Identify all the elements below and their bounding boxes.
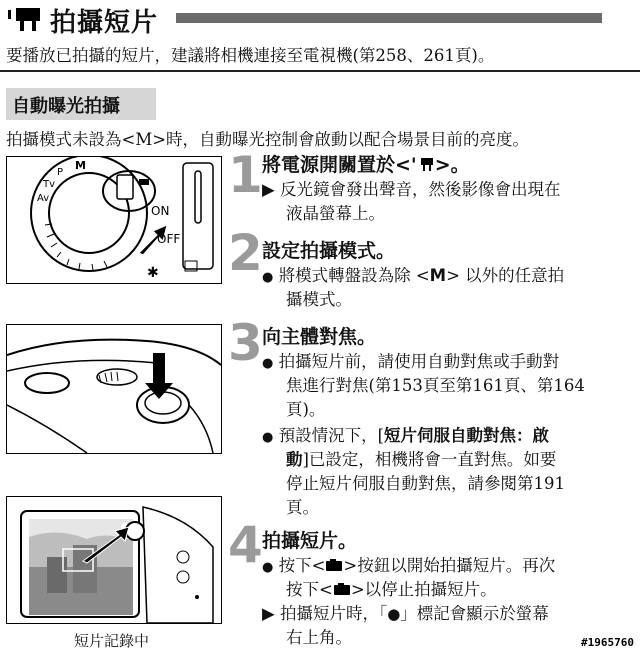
intro-text: 要播放已拍攝的短片，建議將相機連接至電視機(第258、261頁)。 (6, 46, 495, 65)
step-2-line-1b: > 以外的任意拍 (446, 266, 565, 285)
step-4-note (262, 602, 549, 626)
svg-text:✱: ✱ (147, 265, 159, 281)
svg-text:P: P (57, 167, 64, 178)
dial-m-label: M (75, 159, 86, 172)
step-4-bullet-1 (262, 554, 555, 580)
step-3-bullet-2 (262, 424, 549, 450)
step-1-note (262, 178, 560, 202)
record-dot-icon: ● (387, 605, 401, 623)
step-3-bullet-1 (262, 350, 559, 376)
step-1-title-start: 將電源開關置於<' (262, 154, 417, 176)
step-3-b1-line-1: 拍攝短片前，請使用自動對焦或手動對 (278, 352, 560, 371)
step-3-b1-line-3: 頁)。 (286, 400, 326, 419)
title-bar (176, 13, 602, 23)
svg-text:Av: Av (37, 193, 50, 204)
step-2-m-label: M (429, 266, 447, 285)
step-1-line-1: 反光鏡會發出聲音，然後影像會出現在 (279, 180, 561, 199)
step-4-title: 拍攝短片。 (262, 530, 358, 552)
svg-text:Tv: Tv (43, 179, 56, 190)
step-number-1: 1 (228, 146, 263, 204)
step-3-b2-prefix: 預設情況下，[ (278, 426, 385, 445)
bullet-dot-icon: ● (262, 560, 274, 575)
watermark-id: #1965760 (581, 636, 634, 649)
bullet-dot-icon: ● (262, 430, 274, 445)
step-number-2: 2 (228, 224, 263, 282)
lcd-recording-illustration (6, 496, 222, 624)
step-3-b2-line-3: 停止短片伺服自動對焦，請參閱第191 (286, 474, 565, 493)
step-4-b1d: >以停止拍攝短片。 (350, 580, 497, 599)
step-3-b1-line-2: 焦進行對焦(第153頁至第161頁、第164 (286, 376, 585, 395)
movie-camera-icon (6, 4, 46, 34)
arrow-bullet-icon: ▶ (262, 604, 275, 623)
divider (0, 70, 640, 72)
step-4-b2a: 拍攝短片時，「 (279, 604, 388, 623)
step-2-line-2: 攝模式。 (286, 290, 352, 309)
page-title: 拍攝短片 (50, 8, 159, 38)
step-1-line-2: 液晶螢幕上。 (286, 204, 385, 223)
step-number-3: 3 (228, 314, 263, 372)
switch-off-label: OFF (157, 232, 181, 246)
step-3-b2-line-4: 頁。 (286, 498, 319, 517)
step-4-b2b: 」標記會顯示於螢幕 (400, 604, 549, 623)
step-2-title: 設定拍攝模式。 (262, 240, 396, 262)
camera-button-icon (325, 558, 343, 572)
step-4-b1c: 按下< (286, 580, 333, 599)
step-4-b1-line-2 (286, 578, 497, 602)
illustration-caption: 短片記錄中 (74, 632, 150, 650)
step-4-b1a: 按下< (278, 556, 326, 575)
step-3-b2-line-2 (286, 448, 556, 472)
step-4-b1b: >按鈕以開始拍攝短片。再次 (343, 556, 556, 575)
mode-dial-illustration (6, 156, 222, 284)
step-3-b2-bold-1: 短片伺服自動對焦：啟 (384, 426, 550, 445)
arrow-bullet-icon: ▶ (262, 180, 275, 199)
section-heading: 自動曝光拍攝 (12, 96, 120, 117)
step-3-b2-bold-2: 動 (286, 450, 303, 469)
movie-mode-icon (417, 156, 435, 172)
step-1-title-end: >。 (434, 154, 470, 176)
step-3-title: 向主體對焦。 (262, 326, 377, 348)
shutter-illustration (6, 324, 222, 454)
camera-button-icon (333, 582, 351, 596)
bullet-dot-icon: ● (262, 356, 274, 371)
step-2-line-1a: 將模式轉盤設為除 < (278, 266, 430, 285)
switch-on-label: ON (151, 204, 170, 218)
step-2-bullet (262, 264, 564, 290)
section-paragraph: 拍攝模式未設為<M>時，自動曝光控制會啟動以配合場景目前的亮度。 (6, 130, 530, 149)
step-3-b2-rest-1: ]已設定，相機將會一直對焦。如要 (302, 450, 557, 469)
bullet-dot-icon: ● (262, 270, 274, 285)
step-4-b2-line-2: 右上角。 (286, 628, 352, 647)
step-number-4: 4 (228, 516, 263, 574)
step-1-title (262, 150, 470, 177)
